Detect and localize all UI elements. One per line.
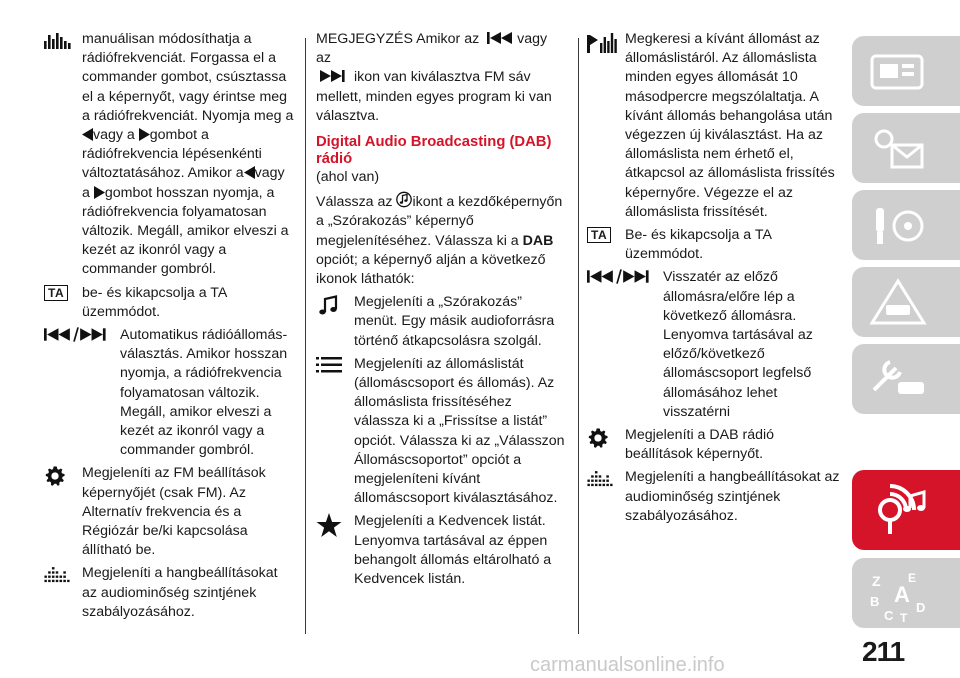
music-note-icon (316, 294, 340, 318)
scan-entry (587, 30, 842, 222)
scan-text: Megkeresi a kívánt állomást az állomáslistáról. Az állomáslista minden egyes állomását 10 másodpercre megszólaltatja. A kívánt állomás behangolása után végezzen új kiválasztást. Ha az állomáslista nem érhető el, átkapcsol az állomáslista frissítés képernyőre. Végezze el az állomáslista frissítését. (625, 31, 835, 220)
equalizer-icon (44, 565, 70, 584)
key-steering-icon (868, 200, 928, 250)
seek-prev-next-icon (44, 327, 106, 342)
triangle-right-icon (139, 128, 150, 141)
ta-icon: TA (44, 285, 68, 301)
ta-text: be- és kikapcsolja a TA üzemmódot. (82, 284, 227, 320)
seek-entry (44, 326, 296, 460)
star-icon (316, 513, 342, 538)
gear-icon (587, 427, 609, 449)
alphabet-index-icon (868, 568, 938, 624)
sound-settings-text: Megjeleníti a hangbeállításokat az audiominőség szintjének szabályozásához. (82, 565, 278, 620)
seek-entry-dab (587, 268, 842, 422)
warning-light-mail-icon (868, 123, 928, 173)
car-crash-warning-icon (868, 277, 928, 327)
car-dashboard-icon (868, 46, 928, 96)
scan-icon (587, 31, 619, 53)
select-post: opciót; a képernyő alján a következő ikonok láthatók: (316, 251, 546, 288)
triangle-right-icon (94, 186, 105, 199)
sound-settings-entry (44, 564, 296, 622)
station-list-text: Megjeleníti az állomáslistát (állomáscsoport és állomás). Az állomáslista frissítéséhez válassza ki a „Frissítse a listát” opciót. Válassza ki az „Válasszon Állomáscsoportot” opciót a megjeleníteni kívánt állomáscsoport kiválasztásához. (354, 355, 565, 507)
ta-text-dab: Be- és kikapcsolja a TA üzemmódot. (625, 227, 772, 263)
manual-tuning-mid: rádiófrekvencia lépésenkénti változtatásához. Amikor a (82, 146, 262, 182)
manual-tuning-intro: manuálisan módosíthatja a rádiófrekvenciát. Forgassa el a commander gombot, csúsztassa el a képernyőt, vagy érintse meg a rádiófrekvenciát. Nyomja meg a (82, 31, 294, 124)
text-a: a (82, 184, 90, 201)
tab-multimedia[interactable] (852, 470, 960, 550)
manual-tuning-text (82, 30, 296, 280)
gear-icon (44, 465, 66, 487)
dab-select-paragraph (316, 191, 566, 289)
music-note-circle-icon (396, 191, 412, 208)
seek-back-icon (483, 31, 517, 45)
list-icon (316, 356, 342, 374)
select-pre: Válassza az (316, 194, 393, 211)
seek-forward-icon (316, 69, 350, 83)
manual-tuning-end: gombot hosszan nyomja, a rádiófrekvencia folyamatosan változik. Megáll, amikor elveszi a kezét az ikonról vagy a commander gombról. (82, 184, 289, 278)
sound-settings-entry-dab (587, 468, 842, 526)
sound-settings-text-dab: Megjeleníti a hangbeállításokat az audiominőség szintjének szabályozásához. (625, 469, 840, 524)
tab-emergency[interactable] (852, 267, 960, 337)
manual-tuning-entry (44, 30, 296, 280)
svg-text:Z: Z (872, 573, 881, 589)
station-list-entry (316, 355, 566, 509)
equalizer-icon (587, 469, 613, 488)
note-paragraph (316, 30, 566, 126)
text-gombot-a: gombot a (149, 127, 209, 144)
ta-entry (44, 284, 296, 322)
column-divider-1 (305, 38, 306, 634)
svg-text:E: E (908, 571, 917, 585)
watermark: carmanualsonline.info (530, 654, 725, 676)
entertainment-text: Megjeleníti a „Szórakozás” menüt. Egy másik audioforrásra történő átkapcsolásra szolgál. (354, 294, 555, 349)
select-mid: ikont a kezdőképernyőn a „Szórakozás” képernyő megjelenítéséhez. Válassza ki a (316, 194, 563, 249)
text-vagy-a: vagy a (93, 127, 135, 144)
favorites-text: Megjeleníti a Kedvencek listát. Lenyomva tartásával az éppen behangolt állomás eltárolható a Kedvencek listán. (354, 513, 552, 588)
dab-heading: Digital Audio Broadcasting (DAB) rádió (316, 134, 552, 168)
ta-entry-dab (587, 226, 842, 264)
svg-text:D: D (916, 600, 926, 615)
svg-text:C: C (884, 608, 894, 623)
tab-start-drive[interactable] (852, 190, 960, 260)
tab-warning-lights[interactable] (852, 113, 960, 183)
dab-settings-entry (587, 426, 842, 464)
page-number: 211 (862, 636, 905, 667)
svg-text:B: B (870, 594, 880, 609)
wrench-car-icon (868, 354, 928, 404)
entertainment-entry (316, 293, 566, 351)
note-pre: MEGJEGYZÉS Amikor az (316, 31, 480, 47)
fm-settings-text: Megjeleníti az FM beállítások képernyőjét (csak FM). Az Alternatív frekvencia és a Régiózár be/ki kapcsolása állítható be. (82, 465, 266, 559)
triangle-left-icon (82, 128, 93, 141)
triangle-left-icon (244, 166, 255, 179)
tab-maintenance[interactable] (852, 344, 960, 414)
svg-text:T: T (900, 611, 908, 624)
seek-text-dab: Visszatér az előző állomásra/előre lép a következő állomásra. Lenyomva tartásával az előző/következő állomáscsoport legfelső állomásához lehet visszatérni (663, 269, 813, 420)
seek-text: Automatikus rádióállomás-választás. Amikor hosszan nyomja, a rádiófrekvencia folyamatosan változik. Megáll, amikor elveszi a kezét az ikonról vagy a commander gombról. (120, 327, 288, 459)
note-mid: vagy az (316, 31, 548, 67)
select-dab: DAB (522, 232, 554, 249)
tab-index[interactable] (852, 558, 960, 628)
dab-subheading: (ahol van) (316, 169, 380, 186)
column-divider-2 (578, 38, 579, 634)
column-2 (316, 30, 566, 589)
multimedia-icon (868, 480, 938, 540)
note-post: ikon van kiválasztva FM sáv mellett, minden egyes program ki van választva. (316, 69, 552, 124)
favorites-entry (316, 512, 566, 589)
ta-icon: TA (587, 227, 611, 243)
column-3 (587, 30, 842, 526)
tab-car-dashboard[interactable] (852, 36, 960, 106)
dab-settings-text: Megjeleníti a DAB rádió beállítások képernyőt. (625, 427, 775, 463)
seek-prev-next-icon (587, 269, 649, 284)
column-1 (44, 30, 296, 622)
text-vagy: vagy (254, 165, 285, 182)
signal-bars-icon (44, 31, 72, 49)
fm-settings-entry (44, 464, 296, 560)
svg-text:A: A (894, 582, 910, 607)
